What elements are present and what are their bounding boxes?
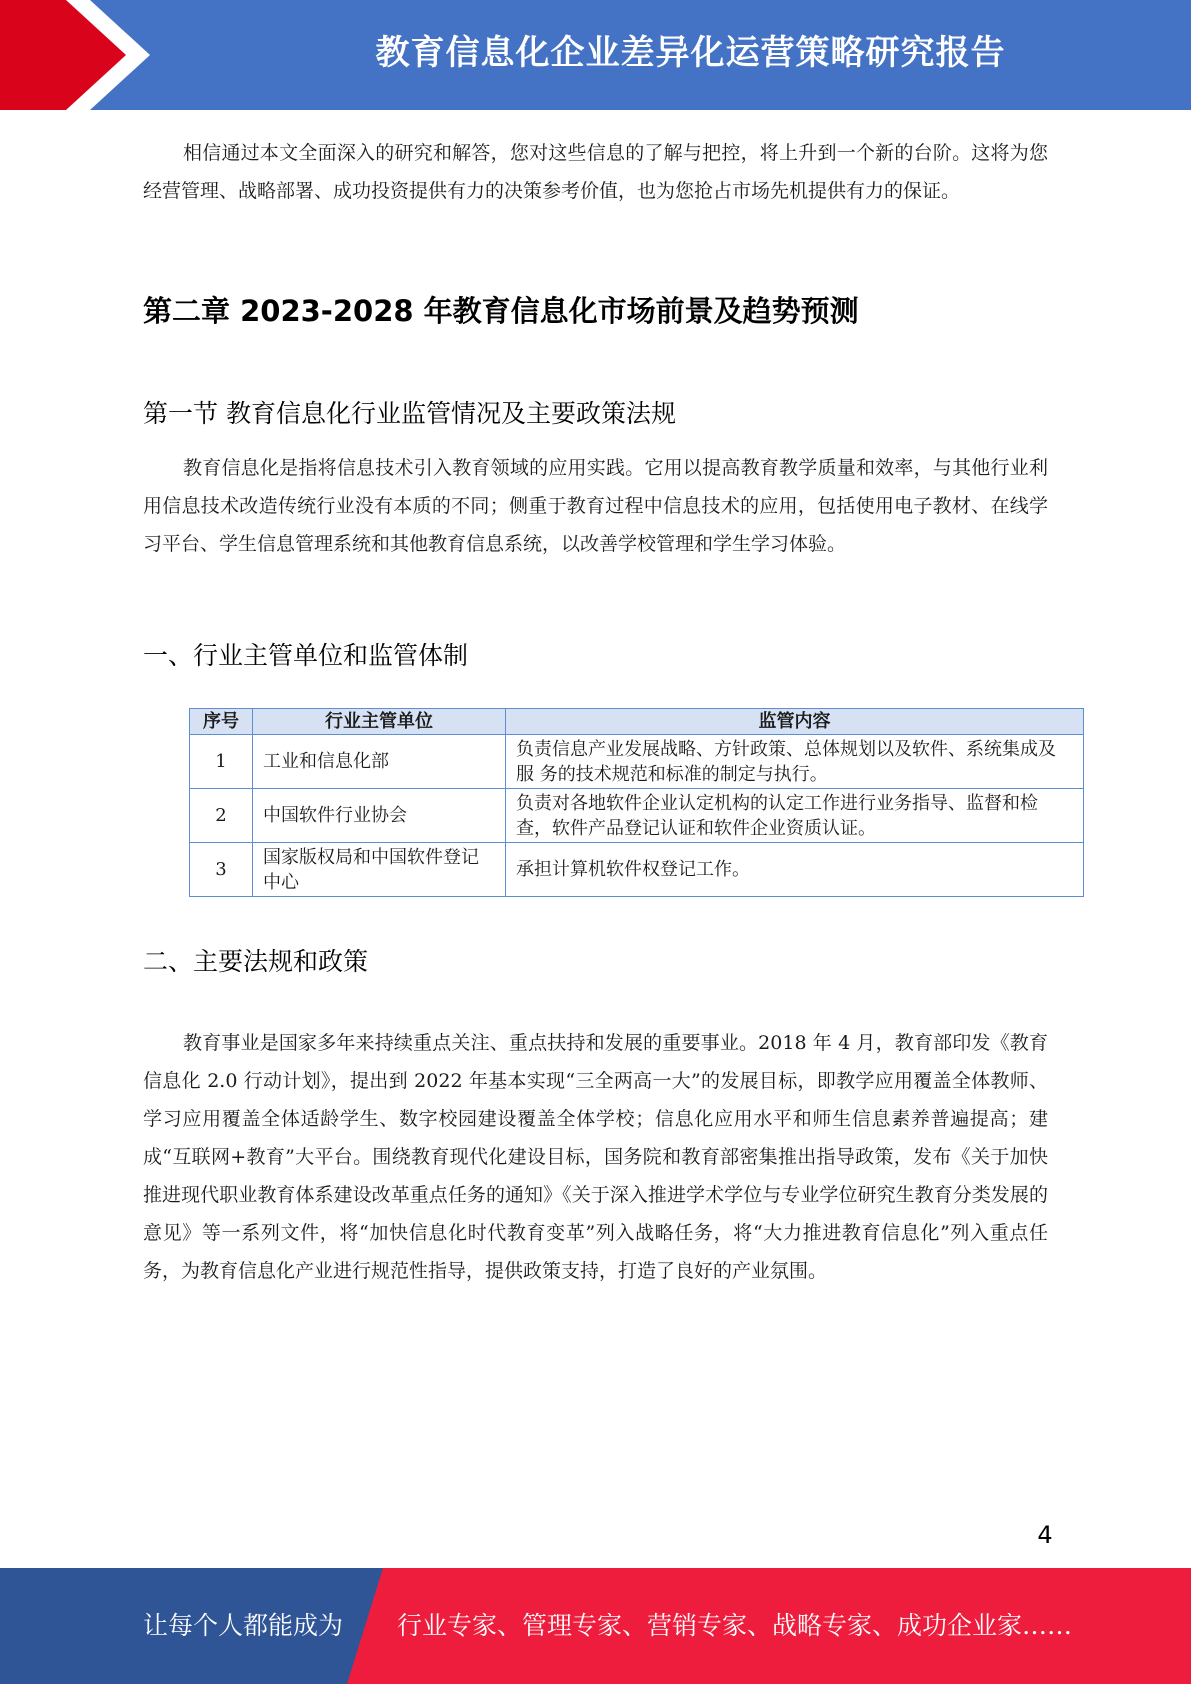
table-cell-content: 负责对各地软件企业认定机构的认定工作进行业务指导、监督和检查，软件产品登记认证和软件企业资质认证。 [506, 789, 1084, 843]
table-cell-unit: 工业和信息化部 [253, 735, 506, 789]
header-arrow-decoration [0, 0, 200, 110]
table-header-row [190, 709, 1084, 735]
report-title: 教育信息化企业差异化运营策略研究报告 [375, 33, 1006, 73]
subsection-title-policies: 二、主要法规和政策 [143, 947, 369, 976]
page-footer [0, 1568, 1191, 1684]
table-cell-unit: 国家版权局和中国软件登记中心 [253, 843, 506, 897]
table-row [190, 843, 1084, 897]
footer-slogan-left: 让每个人都能成为 [143, 1611, 344, 1640]
policy-paragraph: 教育事业是国家多年来持续重点关注、重点扶持和发展的重要事业。2018 年 4 月，教育部印发《教育信息化 2.0 行动计划》，提出到 2022 年基本实现“三全两高一大”的发展目标，即教学应用覆盖全体教师、学习应用覆盖全体适龄学生、数字校园建设覆盖全体学校；信息化应用水平和师生信息素养普遍提高；建成“互联网+教育”大平台。围绕教育现代化建设目标，国务院和教育部密集推出指导政策，发布《关于加快推进现代职业教育体系建设改革重点任务的通知》《关于深入推进学术学位与专业学位研究生教育分类发展的意见》等一系列文件，将“加快信息化时代教育变革”列入战略任务，将“大力推进教育信息化”列入重点任务，为教育信息化产业进行规范性指导，提供政策支持，打造了良好的产业氛围。 [143, 1032, 1048, 1282]
table-cell-content: 承担计算机软件权登记工作。 [506, 843, 1084, 897]
table-cell-unit: 中国软件行业协会 [253, 789, 506, 843]
table-cell-index: 3 [190, 843, 253, 897]
section-title: 第一节 教育信息化行业监管情况及主要政策法规 [143, 399, 676, 428]
subsection-title-regulators: 一、行业主管单位和监管体制 [143, 641, 469, 670]
table-cell-index: 1 [190, 735, 253, 789]
table-header-cell: 监管内容 [506, 709, 1084, 735]
footer-slogan-right: 行业专家、管理专家、营销专家、战略专家、成功企业家…… [397, 1611, 1073, 1640]
table-header-cell: 序号 [190, 709, 253, 735]
table-cell-content: 负责信息产业发展战略、方针政策、总体规划以及软件、系统集成及服 务的技术规范和标准的制定与执行。 [506, 735, 1084, 789]
table-row [190, 735, 1084, 789]
regulator-table [189, 708, 1084, 897]
table-header-cell: 行业主管单位 [253, 709, 506, 735]
section-paragraph: 教育信息化是指将信息技术引入教育领域的应用实践。它用以提高教育教学质量和效率，与其他行业利用信息技术改造传统行业没有本质的不同；侧重于教育过程中信息技术的应用，包括使用电子教材、在线学习平台、学生信息管理系统和其他教育信息系统，以改善学校管理和学生学习体验。 [143, 457, 1048, 555]
table-cell-index: 2 [190, 789, 253, 843]
intro-paragraph: 相信通过本文全面深入的研究和解答，您对这些信息的了解与把控，将上升到一个新的台阶。这将为您经营管理、战略部署、成功投资提供有力的决策参考价值，也为您抢占市场先机提供有力的保证。 [143, 142, 1048, 202]
page-header [0, 0, 1191, 110]
page-number: 4 [1037, 1521, 1053, 1549]
table-row [190, 789, 1084, 843]
chapter-title: 第二章 2023-2028 年教育信息化市场前景及趋势预测 [143, 294, 859, 328]
